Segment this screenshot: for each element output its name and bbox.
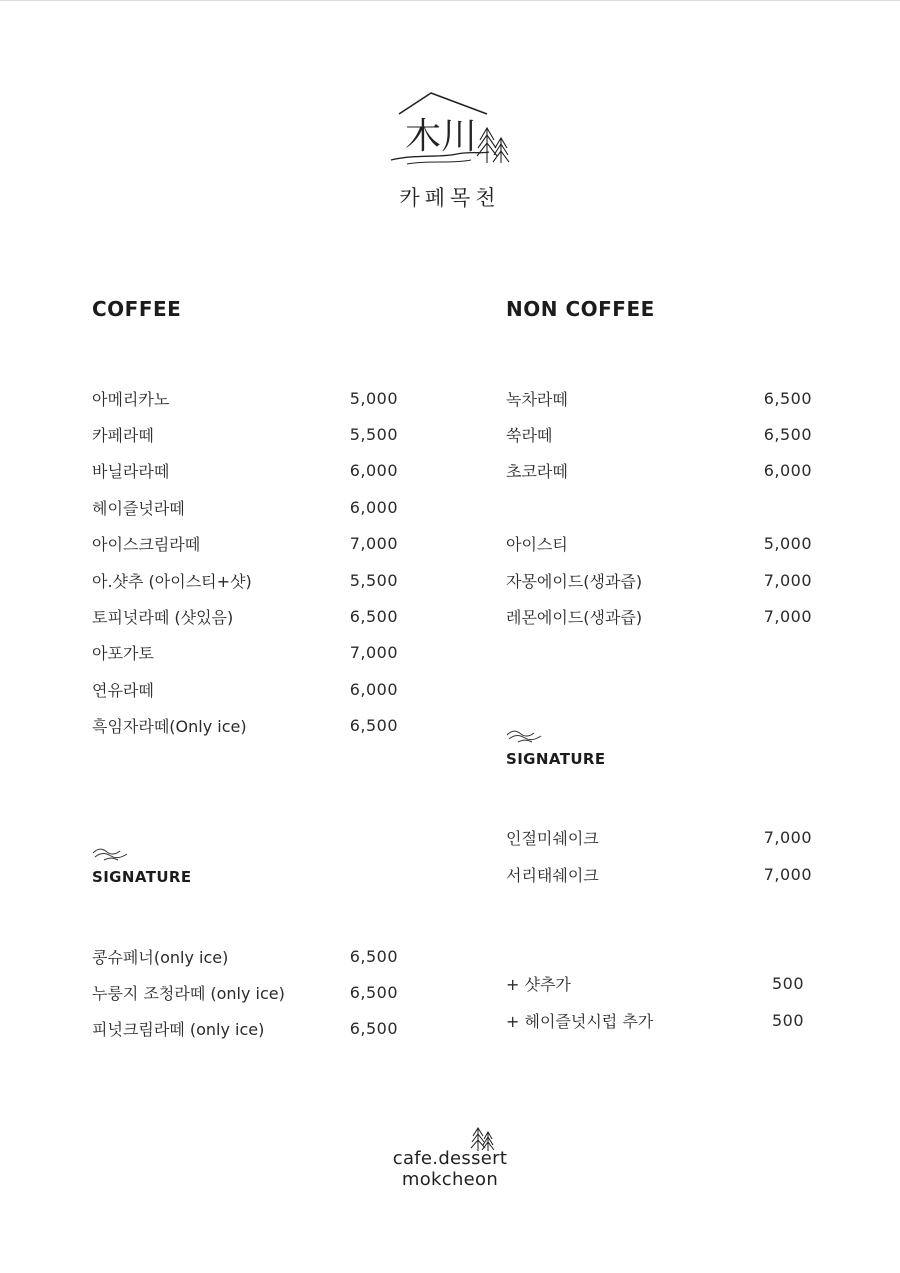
brand-name: 카페목천 <box>399 186 501 210</box>
coffee-signature-title: SIGNATURE <box>92 867 192 886</box>
menu-item: 쑥라떼 6,500 <box>506 425 812 446</box>
menu-item: 바닐라라떼 6,000 <box>92 461 398 482</box>
menu-item: 초코라떼 6,000 <box>506 461 812 482</box>
menu-item: 헤이즐넛라떼 6,000 <box>92 497 398 518</box>
menu-item: 카페라떼 5,500 <box>92 425 398 446</box>
non-coffee-signature-title: SIGNATURE <box>506 749 606 768</box>
non-coffee-title: NON COFFEE <box>506 297 655 321</box>
extra-item: + 샷추가 500 <box>506 974 804 995</box>
house-logo-icon <box>385 88 515 168</box>
non-coffee-signature-header <box>506 728 812 768</box>
menu-item: 누룽지 조청라떼 (only ice) 6,500 <box>92 982 398 1003</box>
footer-line1: cafe.dessert <box>392 1148 508 1169</box>
menu-item: 흑임자라떼(Only ice) 6,500 <box>92 716 398 737</box>
footer-brand <box>0 1148 900 1190</box>
menu-item: 연유라떼 6,000 <box>92 679 398 700</box>
menu-item: 토피넛라떼 (샷있음) 6,500 <box>92 607 398 628</box>
wave-icon <box>92 846 128 862</box>
extra-item: + 헤이즐넛시럽 추가 500 <box>506 1010 804 1031</box>
logo-mark: 木川 <box>405 116 478 157</box>
menu-item: 피넛크림라떼 (only ice) 6,500 <box>92 1019 398 1040</box>
menu-item: 인절미쉐이크 7,000 <box>506 828 812 849</box>
menu-item: 레몬에이드(생과즙) 7,000 <box>506 607 812 628</box>
menu-item: 아이스크림라떼 7,000 <box>92 534 398 555</box>
wave-icon <box>506 728 542 744</box>
menu-item: 아포가토 7,000 <box>92 643 398 664</box>
menu-item: 자몽에이드(생과즙) 7,000 <box>506 570 812 591</box>
footer-line2: mokcheon <box>401 1169 499 1190</box>
menu-item: 아이스티 5,000 <box>506 534 812 555</box>
menu-item: 녹차라떼 6,500 <box>506 388 812 409</box>
menu-item: 콩슈페너(only ice) 6,500 <box>92 946 398 967</box>
coffee-column <box>92 290 398 1047</box>
non-coffee-column <box>506 290 812 1038</box>
menu-item: 서리태쉐이크 7,000 <box>506 864 812 885</box>
menu-item: 아메리카노 5,000 <box>92 388 398 409</box>
coffee-title: COFFEE <box>92 297 182 321</box>
coffee-signature-header <box>92 846 398 886</box>
top-divider <box>0 0 900 1</box>
menu-item: 아.샷추 (아이스티+샷) 5,500 <box>92 570 398 591</box>
